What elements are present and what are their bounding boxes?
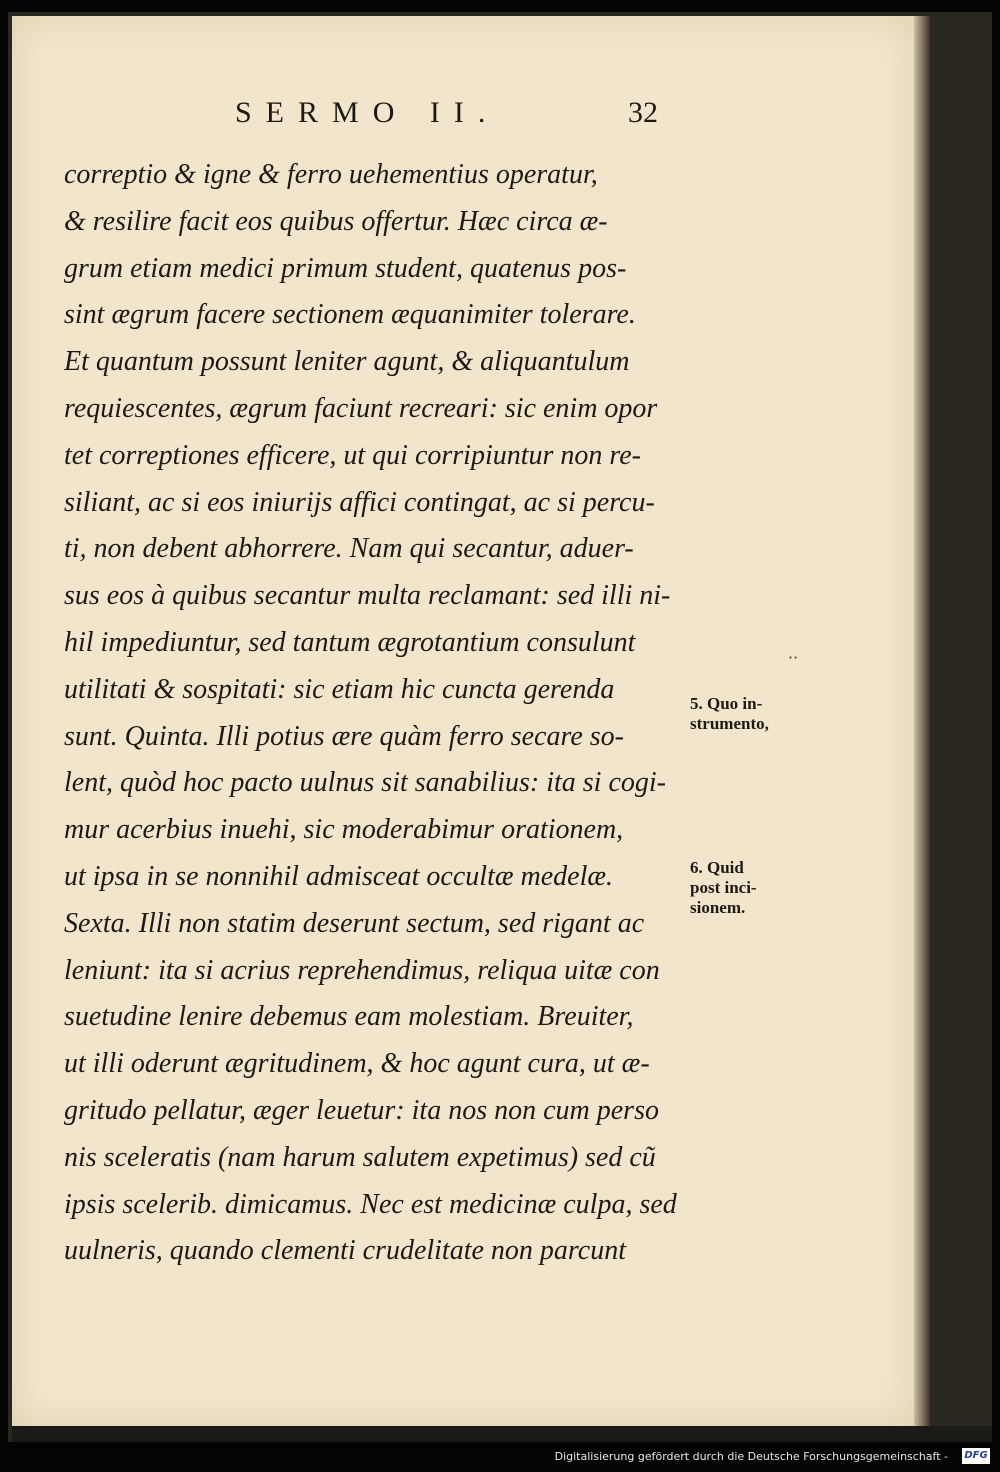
- dfg-logo: DFG: [962, 1448, 990, 1464]
- text-line: correptio & igne & ferro uehementius operatur,: [64, 159, 598, 190]
- text-line: ti, non debent abhorrere. Nam qui secantur, aduer-: [64, 533, 634, 565]
- text-line: grum etiam medici primum student, quatenus pos-: [64, 252, 627, 284]
- text-line: utilitati & sospitati: sic etiam hic cuncta gerenda: [64, 673, 615, 705]
- text-line: sus eos à quibus secantur multa reclamant: sed illi ni-: [64, 580, 671, 612]
- margin-note-line: 6. Quid: [690, 858, 744, 877]
- text-line: leniunt: ita si acrius reprehendimus, reliqua uitæ con: [64, 954, 660, 986]
- text-line: ut illi oderunt ægritudinem, & hoc agunt cura, ut æ-: [64, 1048, 650, 1080]
- body-text: [64, 152, 692, 1275]
- text-line: ut ipsa in se nonnihil admisceat occultæ medelæ.: [64, 860, 614, 892]
- page-edge-shadow: [914, 16, 930, 1426]
- text-line: mur acerbius inuehi, sic moderabimur orationem,: [64, 814, 624, 846]
- text-line: siliant, ac si eos iniurijs affici contingat, ac si percu-: [64, 486, 655, 518]
- margin-note-line: 5. Quo in-: [690, 694, 763, 713]
- text-line: sint ægrum facere sectionem æquanimiter tolerare.: [64, 299, 636, 331]
- text-line: Et quantum possunt leniter agunt, & aliquantulum: [64, 346, 630, 378]
- text-line: & resilire facit eos quibus offertur. Hæc circa æ-: [64, 205, 608, 237]
- text-line: gritudo pellatur, æger leuetur: ita nos non cum perso: [64, 1094, 659, 1126]
- margin-note-5: [690, 694, 769, 734]
- text-line: hil impediuntur, sed tantum ægrotantium consulunt: [64, 626, 636, 658]
- margin-note-line: sionem.: [690, 898, 746, 917]
- funding-credit: Digitalisierung gefördert durch die Deutsche Forschungsgemeinschaft -: [554, 1450, 948, 1463]
- text-line: nis sceleratis (nam harum salutem expetimus) sed cũ: [64, 1141, 656, 1173]
- book-bottom-edge: [12, 1426, 992, 1442]
- margin-note-6: [690, 858, 757, 918]
- text-line: lent, quòd hoc pacto uulnus sit sanabilius: ita si cogi-: [64, 767, 666, 799]
- text-line: tet correptiones efficere, ut qui corripiuntur non re-: [64, 439, 642, 471]
- text-line: requiescentes, ægrum faciunt recreari: sic enim opor: [64, 392, 658, 424]
- running-head: SERMO II.: [235, 96, 500, 129]
- text-line: suetudine lenire debemus eam molestiam. Breuiter,: [64, 1001, 634, 1033]
- text-line: ipsis scelerib. dimicamus. Nec est medicinæ culpa, sed: [64, 1188, 677, 1220]
- margin-note-line: post inci-: [690, 878, 757, 897]
- text-line: uulneris, quando clementi crudelitate non parcunt: [64, 1235, 626, 1267]
- text-line: Sexta. Illi non statim deserunt sectum, sed rigant ac: [64, 907, 645, 939]
- ink-speck: ··: [788, 648, 799, 667]
- page-number: 32: [628, 96, 658, 129]
- margin-note-line: strumento,: [690, 714, 769, 733]
- text-line: sunt. Quinta. Illi potius ære quàm ferro secare so-: [64, 720, 624, 752]
